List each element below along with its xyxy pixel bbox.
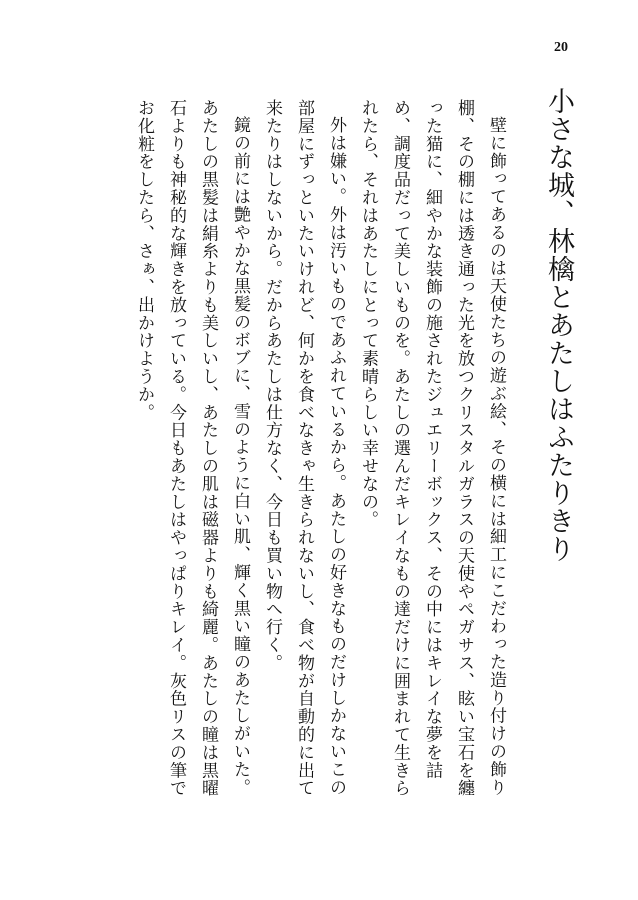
- chapter-title: 小さな城、林檎とあたしはふたりきり: [543, 87, 574, 563]
- body-text: [128, 99, 512, 804]
- paragraph-1: 壁に飾ってあるのは天使たちの遊ぶ絵、その横には細工にこだわった造り付けの飾り棚、その棚には透き通った光を放つクリスタルガラスの天使やペガサス、眩い宝石を纏った猫に、細やかな装飾の施されたジュエリーボックス、その中にはキレイな夢を詰め、調度品だって美しいものを。あたしの選んだキレイなもの達だけに囲まれて生きられたら、それはあたしにとって素晴らしい幸せなの。: [358, 99, 506, 798]
- page-number: 20: [554, 40, 568, 55]
- paragraph-3: 鏡の前には艶やかな黒髪のボブに、雪のように白い肌、輝く黒い瞳のあたしがいた。あたしの黒髪は絹糸よりも美しいし、あたしの肌は磁器よりも綺麗。あたしの瞳は黒曜石よりも神秘的な輝きを放っている。今日もあたしはやっぱりキレイ。灰色リスの筆でお化粧をしたら、さぁ、出かけようか。: [134, 99, 250, 798]
- paragraph-2: 外は嫌い。外は汚いものであふれているから。あたしの好きなものだけしかないこの部屋にずっといたいけれど、何かを食べなきゃ生きられないし、食べ物が自動的に出て来たりはしないから。だからあたしは仕方なく、今日も買い物へ行く。: [262, 99, 346, 798]
